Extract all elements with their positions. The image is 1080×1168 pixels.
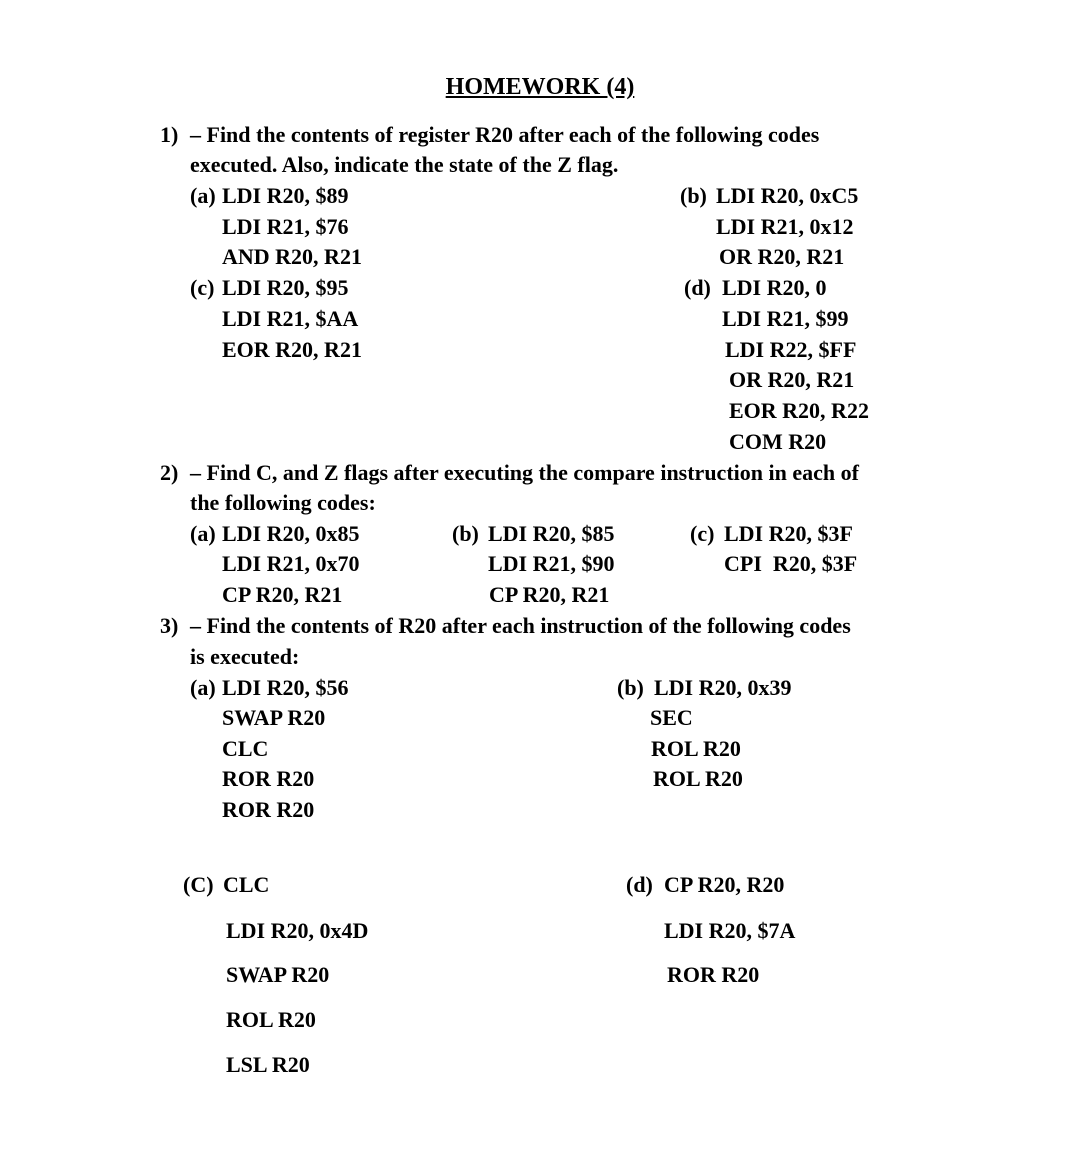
q2-a-label: (a) xyxy=(190,521,216,546)
q2-a-line-1: LDI R20, 0x85 xyxy=(222,521,360,546)
q3-d-label: (d) xyxy=(626,872,653,897)
page-title: HOMEWORK (4) xyxy=(445,74,635,100)
q3-a-line-2: SWAP R20 xyxy=(222,705,326,730)
q3-c-line-1: CLC xyxy=(223,872,270,897)
q3-b-line-4: ROL R20 xyxy=(653,766,743,791)
q1-c-line-3: EOR R20, R21 xyxy=(222,337,362,362)
q1-b-line-3: OR R20, R21 xyxy=(719,244,845,269)
question-2-number: 2) xyxy=(160,460,179,485)
question-1-text-line2: executed. Also, indicate the state of the Z flag. xyxy=(190,152,619,177)
q1-d-label: (d) xyxy=(684,275,711,300)
q1-c-line-1: LDI R20, $95 xyxy=(222,275,349,300)
q1-a-line-3: AND R20, R21 xyxy=(222,244,362,269)
q1-c-line-2: LDI R21, $AA xyxy=(222,306,359,331)
q2-c-label: (c) xyxy=(690,521,715,546)
question-2-text-line1: – Find C, and Z flags after executing the compare instruction in each of xyxy=(190,460,859,485)
q1-b-line-2: LDI R21, 0x12 xyxy=(716,214,854,239)
q2-b-line-2: LDI R21, $90 xyxy=(488,551,615,576)
q1-d-line-2: LDI R21, $99 xyxy=(722,306,849,331)
question-1-text-line1: – Find the contents of register R20 after each of the following codes xyxy=(190,122,820,147)
q1-d-line-4: OR R20, R21 xyxy=(729,367,855,392)
q2-b-label: (b) xyxy=(452,521,479,546)
question-3-number: 3) xyxy=(160,613,179,638)
q1-c-label: (c) xyxy=(190,275,215,300)
q3-b-line-3: ROL R20 xyxy=(651,736,741,761)
q3-a-line-3: CLC xyxy=(222,736,269,761)
q3-a-line-4: ROR R20 xyxy=(222,766,315,791)
q2-a-line-2: LDI R21, 0x70 xyxy=(222,551,360,576)
q3-a-label: (a) xyxy=(190,675,216,700)
q2-b-line-3: CP R20, R21 xyxy=(489,582,610,607)
q2-c-line-1: LDI R20, $3F xyxy=(724,521,853,546)
q3-b-label: (b) xyxy=(617,675,644,700)
q1-d-line-1: LDI R20, 0 xyxy=(722,275,827,300)
q3-d-line-2: LDI R20, $7A xyxy=(664,918,796,943)
q3-b-line-1: LDI R20, 0x39 xyxy=(654,675,792,700)
q2-b-line-1: LDI R20, $85 xyxy=(488,521,615,546)
q1-a-label: (a) xyxy=(190,183,216,208)
q3-c-line-3: SWAP R20 xyxy=(226,962,330,987)
q3-b-line-2: SEC xyxy=(650,705,693,730)
q3-c-line-2: LDI R20, 0x4D xyxy=(226,918,369,943)
q3-a-line-1: LDI R20, $56 xyxy=(222,675,349,700)
q3-c-label: (C) xyxy=(183,872,214,897)
q1-a-line-2: LDI R21, $76 xyxy=(222,214,349,239)
q2-a-line-3: CP R20, R21 xyxy=(222,582,343,607)
q1-d-line-3: LDI R22, $FF xyxy=(725,337,857,362)
q3-d-line-3: ROR R20 xyxy=(667,962,760,987)
q1-b-label: (b) xyxy=(680,183,707,208)
question-3-text-line2: is executed: xyxy=(190,644,300,669)
q1-d-line-5: EOR R20, R22 xyxy=(729,398,869,423)
question-2-text-line2: the following codes: xyxy=(190,490,376,515)
q1-b-line-1: LDI R20, 0xC5 xyxy=(716,183,859,208)
question-1-number: 1) xyxy=(160,122,179,147)
q3-c-line-5: LSL R20 xyxy=(226,1052,310,1077)
q1-a-line-1: LDI R20, $89 xyxy=(222,183,349,208)
q3-a-line-5: ROR R20 xyxy=(222,797,315,822)
q2-c-line-2: CPI R20, $3F xyxy=(724,551,858,576)
q1-d-line-6: COM R20 xyxy=(729,429,827,454)
q3-c-line-4: ROL R20 xyxy=(226,1007,316,1032)
question-3-text-line1: – Find the contents of R20 after each instruction of the following codes xyxy=(190,613,851,638)
q3-d-line-1: CP R20, R20 xyxy=(664,872,785,897)
